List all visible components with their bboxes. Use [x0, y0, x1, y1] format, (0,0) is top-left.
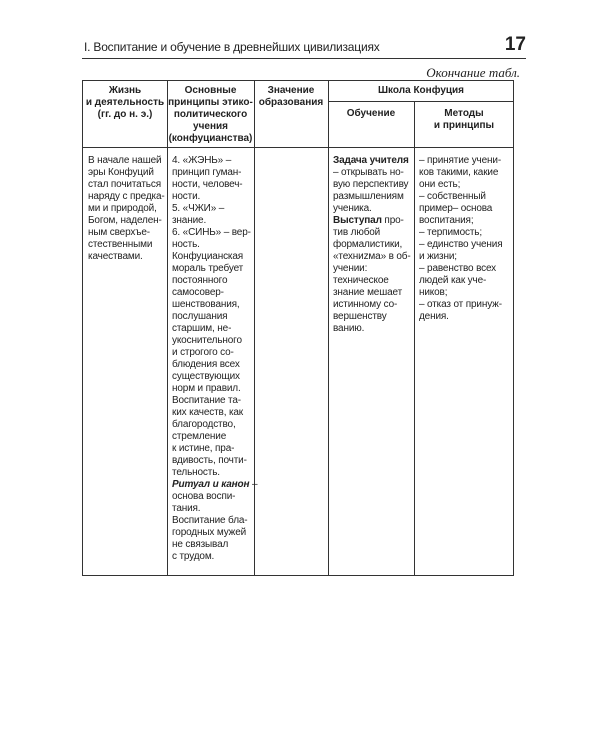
text-line: стественными — [88, 239, 153, 250]
text-line: стремление — [172, 431, 227, 442]
text-line: принцип гуман- — [172, 167, 242, 178]
header-confucius-school: Школа Конфуция — [377, 85, 465, 96]
ritual-canon-term: Ритуал и канон — [172, 479, 250, 490]
header-title: I. Воспитание и обучение в древнейших цивилизациях — [84, 40, 380, 54]
text-line: наряду с предка- — [88, 191, 165, 202]
text-line: – единство учения — [419, 239, 503, 250]
text-line: ученика. — [333, 203, 372, 214]
ritual-canon-dash: – — [249, 479, 258, 490]
page-header — [82, 36, 526, 59]
text-line: ников; — [419, 287, 448, 298]
school-header-divider — [328, 101, 514, 102]
text-line: самосовер- — [172, 287, 224, 298]
header-teaching: Обучение — [346, 108, 396, 119]
text-line: ность. — [172, 239, 200, 250]
header-life-activity: Жизнь и деятельность (гг. до н. э.) — [85, 85, 165, 120]
text-line: шенствования, — [172, 299, 240, 310]
text-line: истинному со- — [333, 299, 398, 310]
text-line: – принятие учени- — [419, 155, 502, 166]
text-line: они есть; — [419, 179, 461, 190]
text-line: ми и природой, — [88, 203, 157, 214]
text-line: ков такими, какие — [419, 167, 499, 178]
column-divider — [167, 81, 168, 575]
text-line: с трудом. — [172, 551, 215, 562]
text-line: существующих — [172, 371, 240, 382]
text-line: норм и правил. — [172, 383, 241, 394]
cell-methods-principles — [419, 155, 503, 323]
text-line: Воспитание та- — [172, 395, 241, 406]
opposed-rest: про- — [381, 215, 404, 226]
header-bottom-border — [83, 147, 513, 148]
text-line: 6. «СИНЬ» – вер- — [172, 227, 251, 238]
cell-education-meaning — [259, 155, 323, 167]
header-education-meaning: Значение образования — [258, 85, 324, 108]
opposed-term: Выступал — [333, 215, 382, 226]
text-line: постоянного — [172, 275, 228, 286]
text-line: укоснительного — [172, 335, 242, 346]
text-line: и жизни; — [419, 251, 457, 262]
text-line: – собственный — [419, 191, 486, 202]
text-line: ности, человеч- — [172, 179, 243, 190]
text-line: знание. — [172, 215, 207, 226]
text-line: – открывать но- — [333, 167, 404, 178]
header-methods-principles: Методы и принципы — [433, 108, 495, 131]
text-line: Конфуцианская — [172, 251, 244, 262]
text-line: знание мешает — [333, 287, 402, 298]
text-line: Воспитание бла- — [172, 515, 248, 526]
cell-teaching — [333, 155, 411, 335]
text-line: формалистики, — [333, 239, 403, 250]
text-line: техническое — [333, 275, 389, 286]
cell-life-activity — [88, 155, 165, 263]
text-line: мораль требует — [172, 263, 244, 274]
text-line: ным сверхъе- — [88, 227, 150, 238]
text-line: и строгого со- — [172, 347, 234, 358]
text-line: воспитания; — [419, 215, 474, 226]
text-line: В начале нашей — [88, 155, 162, 166]
table-continuation-label: Окончание табл. — [426, 65, 520, 80]
text-line: «техниzма» в об- — [333, 251, 411, 262]
text-line: блюдения всех — [172, 359, 240, 370]
text-line: вершенству — [333, 311, 387, 322]
text-line: учении: — [333, 263, 368, 274]
text-line: пример– основа — [419, 203, 493, 214]
header-principles: Основные принципы этико- политического учения (конфуцианства) — [168, 85, 253, 144]
text-line: – равенство всех — [419, 263, 497, 274]
cell-principles — [172, 155, 257, 563]
text-line: – отказ от принуж- — [419, 299, 502, 310]
text-line: вую перспективу — [333, 179, 409, 190]
text-line: основа воспи- — [172, 491, 236, 502]
text-line: людей как уче- — [419, 275, 487, 286]
text-line: тания. — [172, 503, 201, 514]
text-line: городных мужей — [172, 527, 247, 538]
ritual-canon-line — [172, 479, 257, 491]
text-line: благородство, — [172, 419, 236, 430]
text-line: – терпимость; — [419, 227, 482, 238]
text-line: старшим, не- — [172, 323, 232, 334]
teacher-task-heading: Задача учителя — [333, 155, 409, 166]
text-line: ности. — [172, 191, 201, 202]
confucius-table — [82, 80, 514, 576]
page-number: 17 — [504, 34, 526, 55]
text-line: Богом, наделен- — [88, 215, 162, 226]
column-divider — [414, 101, 415, 575]
column-divider — [328, 81, 329, 575]
text-line: тельность. — [172, 467, 220, 478]
opposed-line — [333, 215, 411, 227]
text-line: стал почитаться — [88, 179, 161, 190]
text-line: послушания — [172, 311, 228, 322]
text-line: к истине, пра- — [172, 443, 235, 454]
text-line: 4. «ЖЭНЬ» – — [172, 155, 232, 166]
text-line: ванию. — [333, 323, 365, 334]
text-line: размышлениям — [333, 191, 404, 202]
text-line: эры Конфуций — [88, 167, 154, 178]
text-line: ких качеств, как — [172, 407, 244, 418]
text-line: 5. «ЧЖИ» – — [172, 203, 225, 214]
text-line: дения. — [419, 311, 449, 322]
text-line: не связывал — [172, 539, 229, 550]
text-line: тив любой — [333, 227, 381, 238]
text-line: вдивость, почти- — [172, 455, 247, 466]
text-line: качествами. — [88, 251, 143, 262]
